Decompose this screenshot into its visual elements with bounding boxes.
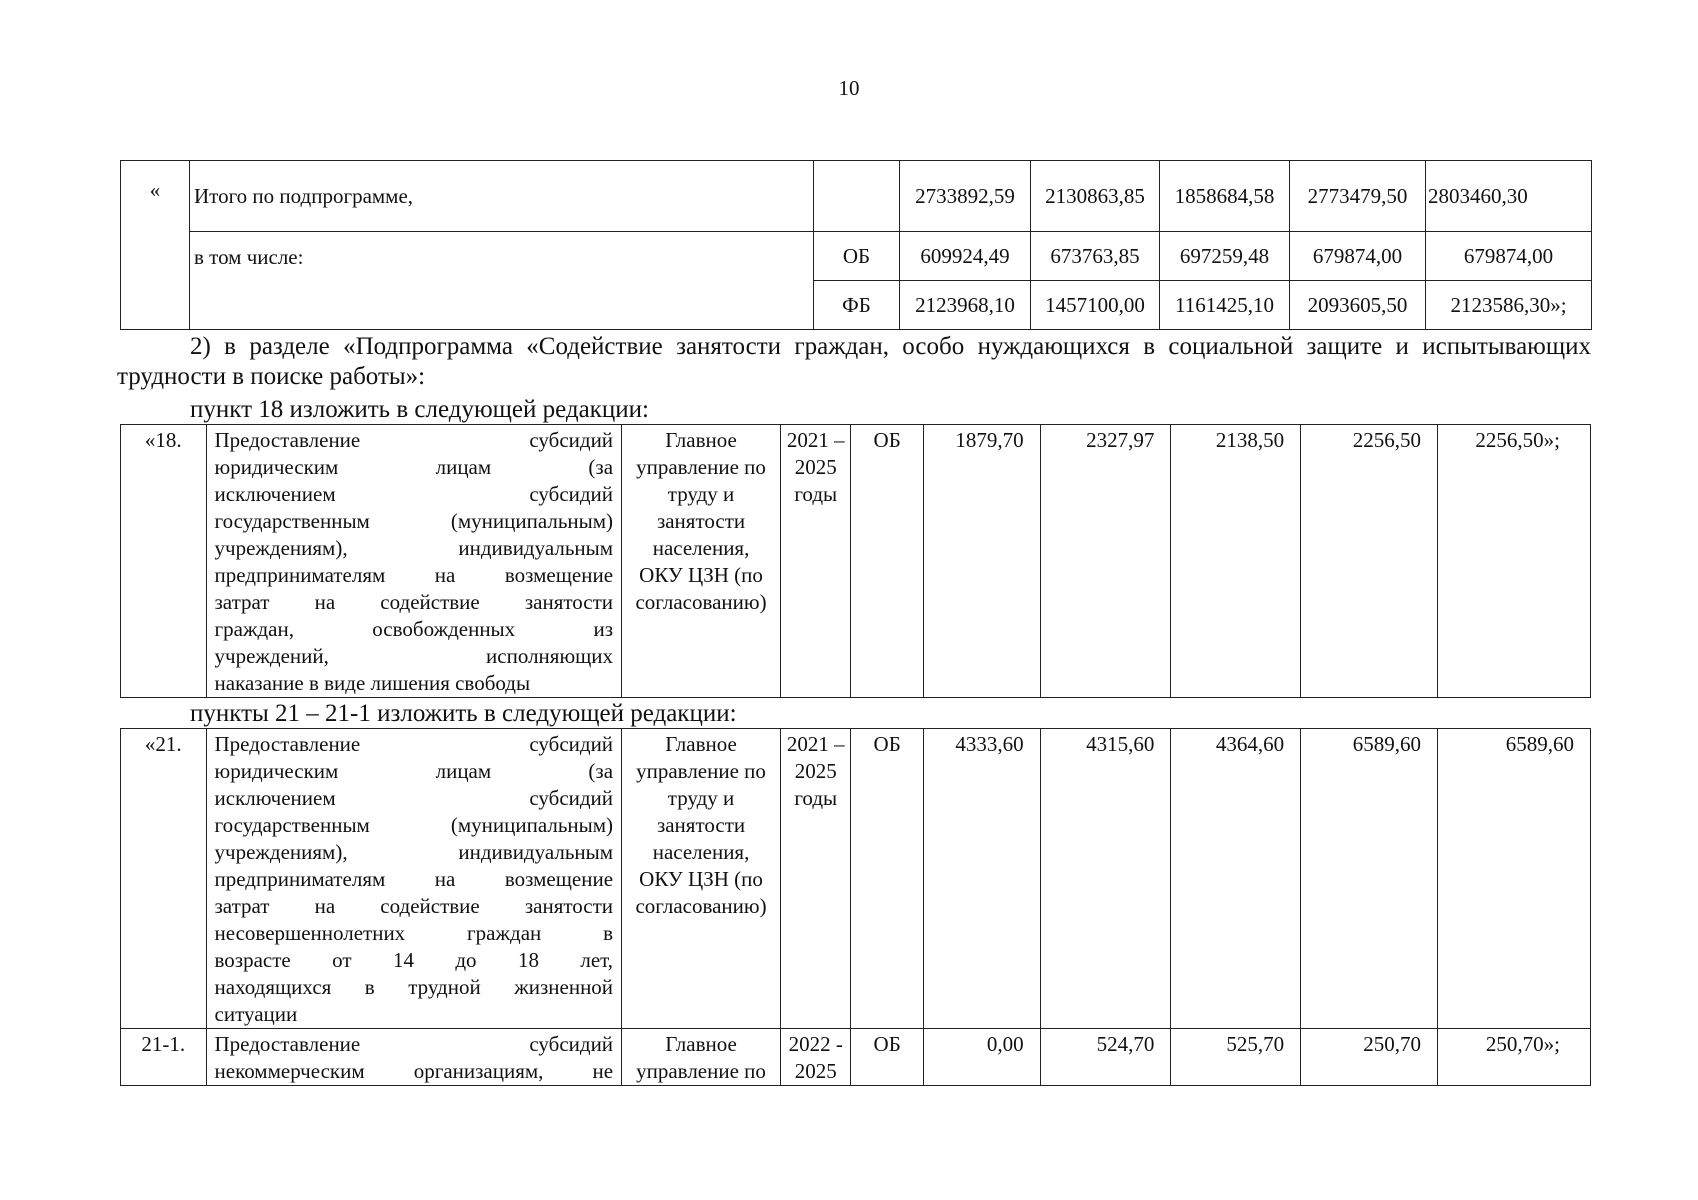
item-21-table (120, 728, 1591, 1086)
fb-value: 1161425,10 (1160, 281, 1290, 330)
item-value: 6589,60 (1301, 729, 1438, 1029)
desc-line: исключением субсидий (214, 786, 614, 810)
item-value: 2138,50 (1171, 425, 1301, 698)
item-value: 2327,97 (1040, 425, 1171, 698)
item-value: 4315,60 (1040, 729, 1171, 1029)
resp-line: управление по (636, 1059, 766, 1083)
table-row-total (121, 161, 1592, 232)
item-value: 6589,60 (1437, 729, 1590, 1029)
total-label: Итого по подпрограмме, (190, 161, 814, 232)
item-value: 524,70 (1040, 1029, 1171, 1086)
item-fund: ОБ (851, 729, 923, 1029)
desc-line: несовершеннолетних граждан в (214, 921, 614, 945)
desc-line: граждан, освобожденных из (214, 617, 614, 641)
item-value: 4364,60 (1171, 729, 1301, 1029)
item-number: 21-1. (121, 1029, 207, 1086)
resp-line: населения, (652, 536, 750, 560)
subprogram-total-table (120, 160, 1592, 330)
total-value: 2130863,85 (1031, 161, 1160, 232)
fb-value: 2093605,50 (1290, 281, 1426, 330)
item-fund: ОБ (851, 1029, 923, 1086)
table-row (121, 425, 1591, 698)
resp-line: управление по (636, 455, 766, 479)
total-value: 1858684,58 (1160, 161, 1290, 232)
item-fund: ОБ (851, 425, 923, 698)
item-years (781, 729, 851, 1029)
fb-value: 2123586,30»; (1426, 281, 1592, 330)
quote-mark: « (121, 161, 190, 330)
years-line: 2025 (794, 759, 837, 783)
item-18-table (120, 424, 1591, 698)
resp-line: Главное (665, 732, 737, 756)
ob-value: 679874,00 (1290, 232, 1426, 281)
desc-line: исключением субсидий (214, 482, 614, 506)
total-fund (814, 161, 900, 232)
resp-line: согласованию) (635, 590, 767, 614)
desc-line: учреждениям), индивидуальным (214, 840, 614, 864)
item-responsible (622, 729, 781, 1029)
desc-line: ситуации (214, 1002, 298, 1026)
desc-line: Предоставление субсидий (214, 732, 614, 756)
resp-line: управление по (636, 759, 766, 783)
item-value: 0,00 (923, 1029, 1040, 1086)
fb-value: 1457100,00 (1031, 281, 1160, 330)
resp-line: Главное (665, 1032, 737, 1056)
desc-line: государственным (муниципальным) (214, 509, 614, 533)
lead-items-21: пункты 21 – 21-1 изложить в следующей редакции: (190, 700, 737, 727)
fund-fb: ФБ (814, 281, 900, 330)
ob-value: 609924,49 (900, 232, 1031, 281)
desc-line: затрат на содействие занятости (214, 894, 614, 918)
table-row-ob (121, 232, 1592, 281)
desc-line: учреждений, исполняющих (214, 644, 614, 668)
desc-line: юридическим лицам (за (214, 455, 614, 479)
desc-line: Предоставление субсидий (214, 428, 614, 452)
lead-item-18: пункт 18 изложить в следующей редакции: (190, 396, 649, 423)
desc-line: находящихся в трудной жизненной (214, 975, 614, 999)
item-value: 2256,50 (1301, 425, 1438, 698)
table-row (121, 729, 1591, 1029)
desc-line: затрат на содействие занятости (214, 590, 614, 614)
years-line: годы (794, 786, 838, 810)
desc-line: некоммерческим организациям, не (214, 1059, 614, 1083)
item-number: «21. (121, 729, 207, 1029)
item-years (781, 425, 851, 698)
total-value: 2803460,30 (1426, 161, 1592, 232)
including-label: в том числе: (190, 232, 814, 330)
years-line: годы (794, 482, 838, 506)
item-value: 250,70»; (1437, 1029, 1590, 1086)
desc-line: государственным (муниципальным) (214, 813, 614, 837)
paragraph-section-2: 2) в разделе «Подпрограмма «Содействие занятости граждан, особо нуждающихся в социальной защите и испытывающих трудности в поиске работы»: (117, 333, 1591, 390)
item-value: 2256,50»; (1437, 425, 1590, 698)
item-value: 250,70 (1301, 1029, 1438, 1086)
total-value: 2773479,50 (1290, 161, 1426, 232)
resp-line: ОКУ ЦЗН (по (639, 563, 763, 587)
item-description (206, 1029, 622, 1086)
fund-ob: ОБ (814, 232, 900, 281)
resp-line: занятости (656, 509, 746, 533)
resp-line: согласованию) (635, 894, 767, 918)
item-description (206, 729, 622, 1029)
years-line: 2021 – (786, 428, 845, 452)
desc-line: учреждениям), индивидуальным (214, 536, 614, 560)
resp-line: ОКУ ЦЗН (по (639, 867, 763, 891)
desc-line: наказание в виде лишения свободы (214, 671, 531, 695)
resp-line: Главное (665, 428, 737, 452)
desc-line: юридическим лицам (за (214, 759, 614, 783)
years-line: 2025 (794, 1059, 837, 1083)
ob-value: 679874,00 (1426, 232, 1592, 281)
item-value: 4333,60 (923, 729, 1040, 1029)
table-row (121, 1029, 1591, 1086)
item-years (781, 1029, 851, 1086)
years-line: 2022 - (788, 1032, 843, 1056)
fb-value: 2123968,10 (900, 281, 1031, 330)
ob-value: 673763,85 (1031, 232, 1160, 281)
item-value: 525,70 (1171, 1029, 1301, 1086)
resp-line: занятости (656, 813, 746, 837)
page-number: 10 (838, 76, 860, 100)
resp-line: населения, (652, 840, 750, 864)
years-line: 2021 – (786, 732, 845, 756)
desc-line: предпринимателям на возмещение (214, 563, 614, 587)
total-value: 2733892,59 (900, 161, 1031, 232)
resp-line: труду и (667, 786, 735, 810)
item-responsible (622, 1029, 781, 1086)
desc-line: Предоставление субсидий (214, 1032, 614, 1056)
resp-line: труду и (667, 482, 735, 506)
years-line: 2025 (794, 455, 837, 479)
item-number: «18. (121, 425, 207, 698)
desc-line: возрасте от 14 до 18 лет, (214, 948, 614, 972)
item-description (206, 425, 622, 698)
ob-value: 697259,48 (1160, 232, 1290, 281)
desc-line: предпринимателям на возмещение (214, 867, 614, 891)
item-value: 1879,70 (923, 425, 1040, 698)
item-responsible (622, 425, 781, 698)
